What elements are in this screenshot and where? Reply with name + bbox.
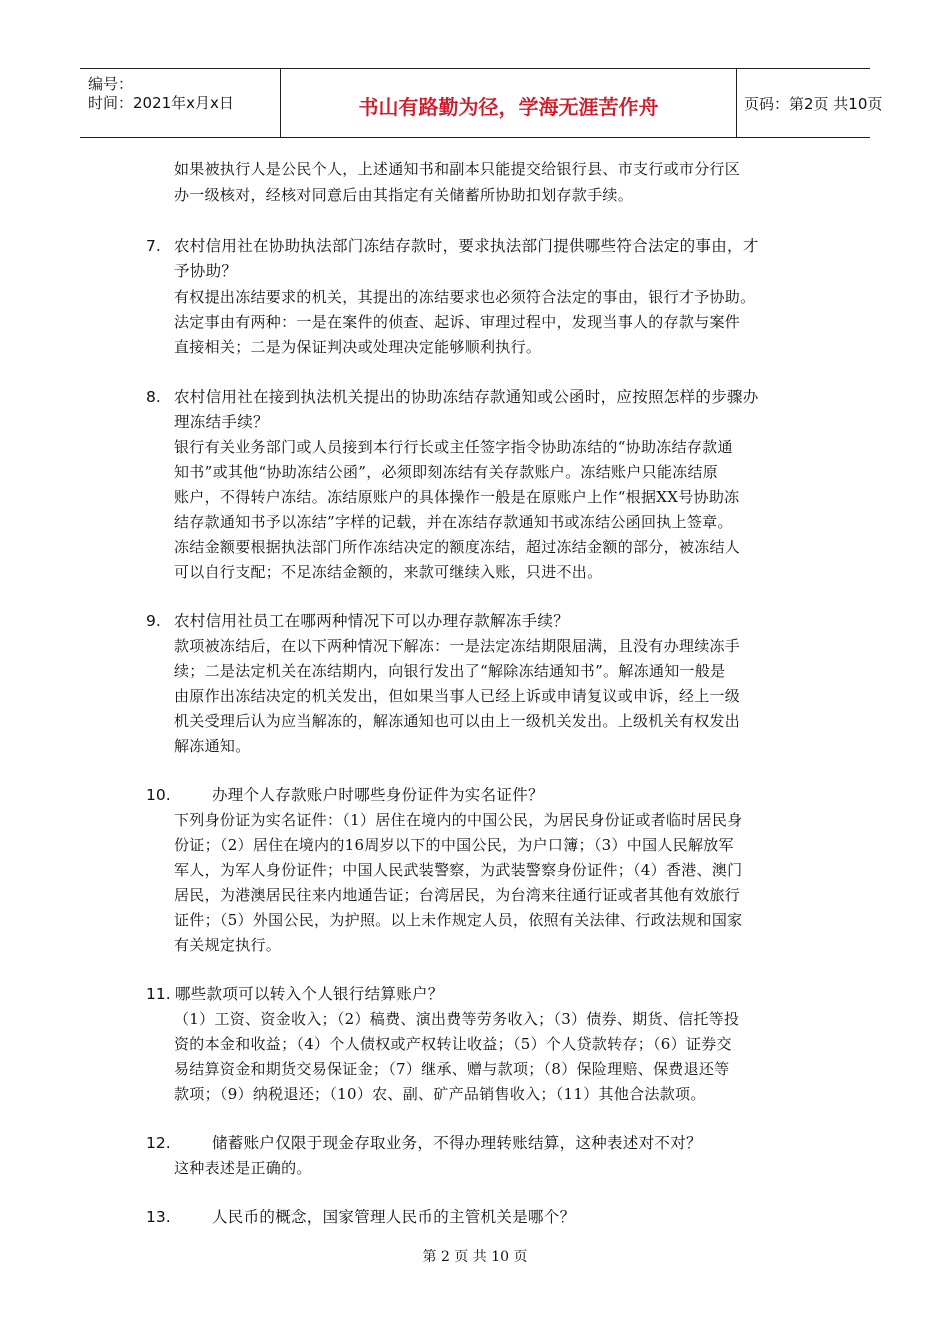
header-meta-cell [80,69,280,137]
header-page-cell [736,69,883,137]
header-motto-cell [280,69,737,137]
answer-line: 法定事由有两种：一是在案件的侦查、起诉、审理过程中，发现当事人的存款与案件 [174,313,741,331]
intro-line: 如果被执行人是公民个人，上述通知书和副本只能提交给银行县、市支行或市分行区 [174,160,741,178]
page-footer: 第 2 页 共 10 页 [422,1249,528,1265]
number-label: 编号： [88,75,134,93]
question-text: 哪些款项可以转入个人银行结算账户？ [175,985,444,1003]
answer-line: 有关规定执行。 [174,936,282,954]
answer-line: 可以自行支配；不足冻结金额的，来款可继续入账，只进不出。 [174,563,603,581]
page-number-label: 页码：第2页 共10页 [744,95,883,113]
question-text: 办理个人存款账户时哪些身份证件为实名证件？ [212,786,544,804]
answer-line: 由原作出冻结决定的机关发出，但如果当事人已经上诉或申请复议或申诉，经上一级 [174,687,741,705]
answer-line: 解冻通知。 [174,737,251,755]
question-text: 农村信用社员工在哪两种情况下可以办理存款解冻手续？ [174,612,570,630]
answer-line: 证件；（5）外国公民，为护照。以上未作规定人员，依照有关法律、行政法规和国家 [174,911,743,929]
date-label: 时间：2021年x月x日 [88,94,234,112]
answer-line: 有权提出冻结要求的机关，其提出的冻结要求也必须符合法定的事由，银行才予协助。 [174,288,756,306]
question-number: 11. [146,985,171,1003]
page-header [80,68,883,138]
question-text: 理冻结手续？ [174,413,269,431]
question-number: 7. [146,237,161,255]
answer-line: 下列身份证为实名证件：（1）居住在境内的中国公民，为居民身份证或者临时居民身 [174,811,743,829]
answer-line: 结存款通知书予以冻结”字样的记载，并在冻结存款通知书或冻结公函回执上签章。 [174,513,733,531]
answer-line: 冻结金额要根据执法部门所作冻结决定的额度冻结，超过冻结金额的部分，被冻结人 [174,538,741,556]
motto: 书山有路勤为径，学海无涯苦作舟 [358,95,659,119]
answer-line: 银行有关业务部门或人员接到本行行长或主任签字指令协助冻结的“协助冻结存款通 [174,438,733,456]
question-number: 10. [146,786,171,804]
question-number: 8. [146,388,161,406]
answer-line: 居民，为港澳居民往来内地通告证；台湾居民，为台湾来往通行证或者其他有效旅行 [174,886,741,904]
question-text: 农村信用社在协助执法部门冻结存款时，要求执法部门提供哪些符合法定的事由，才 [174,237,759,255]
question-number: 9. [146,612,161,630]
answer-line: 知书”或其他“协助冻结公函”，必须即刻冻结有关存款账户。冻结账户只能冻结原 [174,463,719,481]
answer-line: 份证；（2）居住在境内的16周岁以下的中国公民，为户口簿；（3）中国人民解放军 [174,836,734,854]
question-text: 农村信用社在接到执法机关提出的协助冻结存款通知或公函时，应按照怎样的步骤办 [174,388,759,406]
answer-line: 款项被冻结后，在以下两种情况下解冻：一是法定冻结期限届满，且没有办理续冻手 [174,637,741,655]
answer-line: 这种表述是正确的。 [174,1159,312,1177]
answer-line: 军人，为军人身份证件；中国人民武装警察，为武装警察身份证件；（4）香港、澳门 [174,861,743,879]
answer-line: 直接相关；二是为保证判决或处理决定能够顺利执行。 [174,338,542,356]
answer-line: 资的本金和收益；（4）个人债权或产权转让收益；（5）个人贷款转存；（6）证券交 [174,1035,732,1053]
question-number: 13. [146,1208,171,1226]
question-text: 予协助？ [174,262,238,280]
question-text: 储蓄账户仅限于现金存取业务，不得办理转账结算，这种表述对不对？ [212,1134,702,1152]
answer-line: 续；二是法定机关在冻结期内，向银行发出了“解除冻结通知书”。解冻通知一般是 [174,662,726,680]
intro-line: 办一级核对，经核对同意后由其指定有关储蓄所协助扣划存款手续。 [174,186,634,204]
answer-line: 款项；（9）纳税退还；（10）农、副、矿产品销售收入；（11）其他合法款项。 [174,1085,706,1103]
answer-line: 账户，不得转户冻结。冻结原账户的具体操作一般是在原账户上作“根据XX号协助冻 [174,488,740,506]
answer-line: 易结算资金和期货交易保证金；（7）继承、赠与款项；（8）保险理赔、保费退还等 [174,1060,730,1078]
answer-line: 机关受理后认为应当解冻的，解冻通知也可以由上一级机关发出。上级机关有权发出 [174,712,741,730]
question-text: 人民币的概念，国家管理人民币的主管机关是哪个？ [212,1208,576,1226]
answer-line: （1）工资、资金收入；（2）稿费、演出费等劳务收入；（3）债券、期货、信托等投 [174,1010,740,1028]
question-number: 12. [146,1134,171,1152]
